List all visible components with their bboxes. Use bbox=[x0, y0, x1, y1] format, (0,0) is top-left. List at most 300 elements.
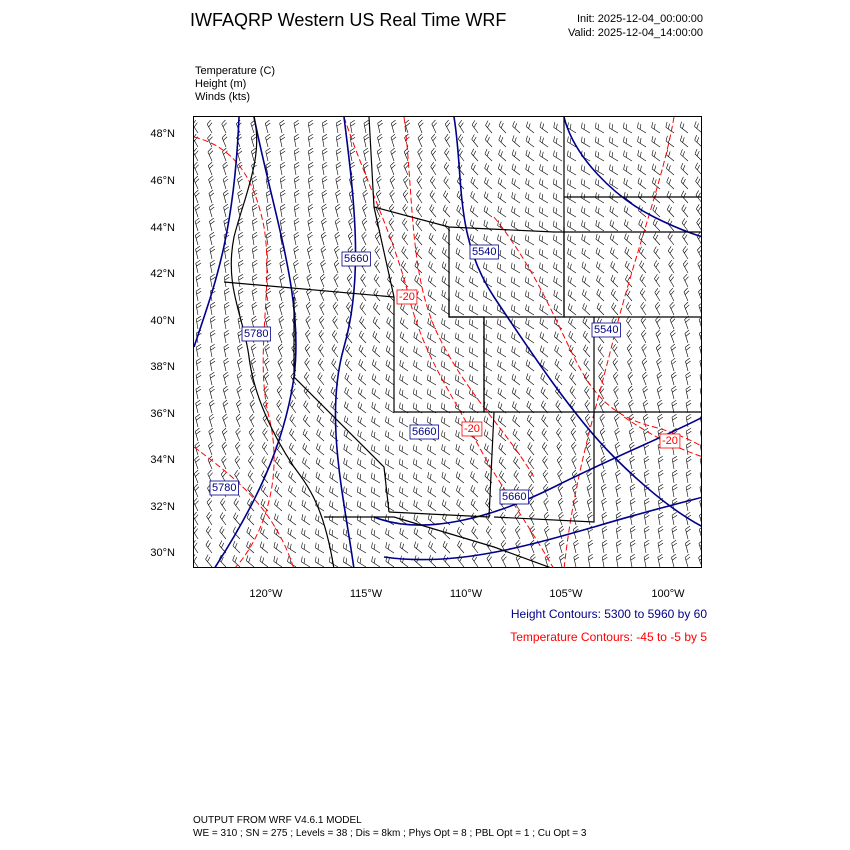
wind-barb bbox=[235, 414, 244, 427]
wind-barb bbox=[357, 388, 369, 399]
wind-barb bbox=[280, 190, 287, 203]
wind-barb bbox=[623, 233, 635, 245]
wind-barb bbox=[556, 442, 567, 455]
wind-barb bbox=[698, 316, 702, 329]
wind-barb bbox=[426, 458, 439, 469]
wind-barb bbox=[322, 162, 329, 175]
wind-barb bbox=[209, 372, 217, 385]
wind-barb bbox=[697, 274, 702, 287]
wind-barb bbox=[572, 484, 581, 497]
wind-barb bbox=[599, 400, 609, 413]
wind-barb bbox=[510, 178, 523, 189]
wind-barb bbox=[486, 554, 496, 567]
wind-barb bbox=[700, 456, 702, 469]
wind-barb bbox=[458, 120, 469, 133]
wind-barb bbox=[314, 514, 327, 525]
wind-barb bbox=[384, 388, 397, 399]
wind-barb bbox=[315, 458, 328, 469]
wind-barb bbox=[601, 470, 609, 483]
wind-barb bbox=[221, 442, 230, 455]
wind-barb bbox=[542, 470, 552, 483]
wind-barb bbox=[468, 444, 481, 455]
wind-barb bbox=[455, 205, 467, 217]
wind-barb bbox=[524, 178, 537, 189]
wind-barb bbox=[700, 386, 702, 399]
wind-barb bbox=[628, 400, 637, 413]
wind-barb bbox=[681, 218, 692, 231]
wind-barb bbox=[510, 263, 523, 273]
wind-barb bbox=[627, 372, 637, 385]
wind-barb bbox=[468, 333, 481, 343]
wind-barb bbox=[252, 218, 259, 231]
wind-barb bbox=[208, 414, 216, 427]
wind-barb bbox=[224, 316, 231, 329]
wind-barb bbox=[238, 232, 245, 245]
wind-barb bbox=[552, 248, 565, 259]
wind-barb bbox=[456, 177, 468, 189]
wind-barb bbox=[636, 122, 649, 133]
wind-barb bbox=[469, 485, 481, 497]
wind-barb bbox=[384, 542, 397, 553]
wind-barb bbox=[261, 428, 272, 441]
wind-barb bbox=[266, 218, 273, 231]
wind-barb bbox=[644, 540, 651, 553]
wind-barb bbox=[594, 220, 607, 231]
wind-barb bbox=[601, 498, 609, 511]
wind-barb bbox=[195, 414, 203, 427]
map-canvas bbox=[194, 117, 702, 568]
wind-barb bbox=[307, 218, 314, 231]
wind-barb bbox=[700, 400, 702, 413]
wind-barb bbox=[566, 234, 579, 245]
wind-barb bbox=[398, 542, 411, 553]
wind-barb bbox=[274, 457, 286, 469]
wind-barb bbox=[357, 373, 369, 385]
wind-barb bbox=[293, 246, 301, 259]
wind-barb bbox=[361, 232, 371, 245]
wind-barb bbox=[594, 165, 607, 175]
wind-barb bbox=[482, 305, 495, 315]
wind-barb bbox=[308, 190, 315, 203]
wind-barb bbox=[390, 148, 399, 161]
wind-barb bbox=[224, 330, 231, 343]
wind-barb bbox=[622, 206, 635, 217]
wind-barb bbox=[553, 345, 565, 357]
wind-barb bbox=[568, 359, 580, 371]
wind-barb bbox=[440, 290, 453, 301]
wind-barb bbox=[224, 246, 231, 259]
wind-barb bbox=[208, 428, 217, 441]
wind-barb bbox=[496, 333, 509, 343]
wind-barb bbox=[336, 134, 343, 147]
wind-barb bbox=[456, 163, 468, 175]
wind-barb bbox=[470, 149, 482, 161]
wind-barb bbox=[399, 556, 412, 567]
wind-barb bbox=[357, 359, 369, 371]
wind-barb bbox=[639, 274, 650, 287]
wind-barb bbox=[538, 207, 551, 217]
wind-barb bbox=[385, 346, 398, 357]
wind-barb bbox=[248, 442, 259, 455]
wind-barb bbox=[314, 543, 327, 553]
wind-barb bbox=[684, 302, 693, 315]
wind-barb bbox=[510, 192, 523, 203]
wind-barb bbox=[427, 261, 439, 273]
wind-barb bbox=[194, 540, 202, 553]
lat-label-44: 44°N bbox=[150, 222, 175, 234]
wind-barb bbox=[594, 206, 607, 217]
wind-barb bbox=[580, 193, 593, 203]
wind-barb bbox=[307, 232, 315, 245]
wind-barb bbox=[302, 401, 314, 413]
wind-barb bbox=[426, 444, 439, 455]
wind-barb bbox=[525, 387, 537, 399]
wind-barb bbox=[566, 207, 579, 217]
wind-barb bbox=[455, 485, 467, 497]
wind-barb bbox=[440, 276, 453, 287]
wind-barb bbox=[626, 344, 636, 357]
wind-barb bbox=[370, 542, 383, 553]
wind-barb bbox=[544, 540, 553, 553]
wind-barb bbox=[328, 472, 341, 483]
wind-barb bbox=[640, 330, 650, 343]
wind-barb bbox=[558, 512, 567, 525]
wind-barb bbox=[294, 162, 301, 175]
wind-barb bbox=[580, 123, 593, 133]
wind-barb bbox=[252, 232, 259, 245]
wind-barb bbox=[370, 402, 383, 413]
wind-barb bbox=[471, 120, 482, 133]
wind-barb bbox=[544, 526, 553, 539]
wind-barb bbox=[614, 428, 623, 441]
wind-barb bbox=[248, 428, 258, 441]
wind-barb bbox=[468, 319, 481, 329]
wind-barb bbox=[511, 415, 523, 427]
wind-barb bbox=[412, 389, 425, 399]
wind-barb bbox=[390, 162, 399, 175]
wind-barb bbox=[430, 162, 441, 175]
wind-barb bbox=[513, 470, 524, 483]
wind-barb bbox=[582, 345, 594, 357]
wind-barb bbox=[277, 358, 287, 371]
wind-barb bbox=[672, 512, 679, 525]
wind-barb bbox=[443, 177, 454, 189]
wind-barb bbox=[586, 456, 595, 469]
wind-barb bbox=[414, 233, 426, 245]
wind-barb bbox=[558, 498, 567, 511]
wind-barb bbox=[370, 430, 383, 441]
wind-barb bbox=[644, 456, 651, 469]
wind-barb bbox=[698, 540, 702, 553]
wind-barb bbox=[317, 344, 328, 357]
wind-barb bbox=[685, 540, 693, 553]
wind-barb bbox=[496, 277, 509, 287]
wind-barb bbox=[468, 402, 481, 413]
wind-barb bbox=[608, 151, 621, 161]
wind-barb bbox=[616, 554, 623, 567]
wind-barb bbox=[385, 303, 397, 315]
wind-barb bbox=[235, 428, 245, 441]
wind-barb bbox=[274, 471, 286, 483]
wind-barb bbox=[293, 274, 301, 287]
wind-barb bbox=[440, 318, 453, 329]
wind-barb bbox=[374, 232, 384, 245]
wind-barb bbox=[322, 176, 329, 189]
wind-barb bbox=[543, 512, 552, 525]
wind-barb bbox=[641, 358, 650, 371]
wind-barb bbox=[265, 134, 273, 147]
wind-barb bbox=[496, 263, 509, 273]
wind-barb bbox=[683, 274, 693, 287]
wind-barb bbox=[469, 191, 481, 203]
wind-barb bbox=[694, 177, 702, 189]
wind-barb bbox=[666, 205, 678, 217]
wind-barb bbox=[376, 162, 385, 175]
wind-barb bbox=[539, 346, 551, 357]
wind-barb bbox=[266, 204, 273, 217]
wind-barb bbox=[580, 206, 593, 217]
wind-barb bbox=[455, 499, 467, 511]
wind-barb bbox=[308, 120, 315, 133]
wind-barb bbox=[356, 458, 369, 469]
wind-barb bbox=[669, 302, 679, 315]
wind-barb bbox=[224, 260, 231, 273]
wind-barb bbox=[276, 400, 287, 413]
wind-barb bbox=[442, 541, 454, 553]
wind-barb bbox=[194, 512, 202, 525]
height-contour-label: 5660 bbox=[412, 426, 437, 438]
wind-barb bbox=[468, 361, 481, 371]
wind-barb bbox=[398, 388, 411, 399]
wind-barb bbox=[700, 414, 702, 427]
wind-barb bbox=[317, 373, 328, 385]
wind-barb bbox=[427, 247, 439, 259]
wind-barb bbox=[527, 470, 538, 483]
wind-barb bbox=[440, 304, 453, 315]
wind-barb bbox=[670, 330, 679, 343]
wind-barb bbox=[642, 386, 651, 399]
wind-barb bbox=[672, 414, 679, 427]
wind-barb bbox=[538, 150, 551, 161]
wind-barb bbox=[538, 164, 551, 175]
wind-barb bbox=[331, 344, 342, 357]
wind-barb bbox=[679, 149, 691, 161]
wind-barb bbox=[430, 148, 440, 161]
wind-barb bbox=[657, 554, 665, 567]
wind-barb bbox=[671, 372, 679, 385]
height-contour-label: 5660 bbox=[344, 253, 369, 265]
wind-barb bbox=[470, 499, 482, 511]
wind-barb bbox=[496, 360, 509, 371]
wind-barb bbox=[510, 235, 523, 245]
wind-barb bbox=[552, 165, 565, 175]
wind-barb bbox=[594, 151, 607, 161]
wind-barb bbox=[384, 445, 397, 455]
init-time: Init: 2025-12-04_00:00:00 bbox=[577, 13, 703, 25]
wind-barb bbox=[441, 500, 453, 511]
wind-barb bbox=[206, 498, 216, 511]
wind-barb bbox=[554, 401, 565, 413]
wind-barb bbox=[194, 498, 202, 511]
wind-barb bbox=[497, 135, 509, 147]
wind-barb bbox=[671, 540, 679, 553]
wind-barb bbox=[236, 386, 245, 399]
wind-barb bbox=[259, 527, 271, 539]
wind-barb bbox=[247, 456, 258, 469]
wind-barb bbox=[625, 316, 636, 329]
wind-barb bbox=[195, 428, 203, 441]
wind-barb bbox=[207, 162, 216, 175]
wind-barb bbox=[599, 414, 609, 427]
wind-barb bbox=[209, 246, 216, 259]
wind-barb bbox=[658, 484, 665, 497]
wind-barb bbox=[263, 372, 272, 385]
wind-barb bbox=[194, 456, 203, 469]
wind-barb bbox=[672, 470, 679, 483]
wind-barb bbox=[497, 149, 509, 161]
wind-barb bbox=[384, 487, 397, 497]
wind-barb bbox=[209, 218, 217, 231]
wind-barb bbox=[356, 430, 369, 441]
wind-barb bbox=[644, 512, 651, 525]
wind-barb bbox=[683, 288, 692, 301]
wind-barb bbox=[608, 137, 621, 147]
wind-barb bbox=[496, 234, 509, 245]
wind-barb bbox=[553, 331, 565, 343]
wind-barb bbox=[524, 318, 537, 329]
wind-barb bbox=[194, 204, 203, 217]
wind-barb bbox=[333, 274, 343, 287]
wind-barb bbox=[356, 501, 369, 511]
wind-barb bbox=[510, 305, 523, 315]
wind-barb bbox=[279, 260, 286, 273]
wind-barb bbox=[416, 176, 426, 189]
wind-barb bbox=[540, 401, 552, 413]
wind-barb bbox=[238, 246, 245, 259]
wind-barb bbox=[356, 529, 369, 539]
wind-barb bbox=[455, 234, 467, 245]
wind-barb bbox=[441, 247, 453, 259]
wind-barb bbox=[342, 487, 355, 497]
wind-barb bbox=[595, 275, 607, 287]
wind-barb bbox=[665, 177, 677, 189]
wind-barb bbox=[294, 176, 301, 189]
wind-barb bbox=[538, 136, 551, 147]
wind-barb bbox=[300, 528, 313, 539]
wind-barb bbox=[288, 443, 300, 455]
wind-barb bbox=[636, 178, 649, 189]
wind-barb bbox=[511, 388, 523, 399]
wind-barb bbox=[415, 204, 426, 217]
wind-barb bbox=[293, 260, 301, 273]
wind-barb bbox=[684, 330, 692, 343]
wind-barb bbox=[209, 400, 217, 413]
wind-barb bbox=[581, 289, 593, 301]
wind-barb bbox=[541, 428, 552, 441]
wind-barb bbox=[308, 204, 315, 217]
wind-barb bbox=[610, 289, 622, 301]
wind-barb bbox=[334, 232, 343, 245]
wind-barb bbox=[440, 444, 453, 455]
wind-barb bbox=[538, 221, 551, 231]
wind-barb bbox=[653, 274, 664, 287]
wind-barb bbox=[468, 276, 481, 287]
wind-barb bbox=[314, 472, 327, 483]
wind-barb bbox=[440, 347, 453, 357]
wind-barb bbox=[223, 190, 231, 203]
wind-barb bbox=[629, 456, 637, 469]
wind-barb bbox=[510, 374, 523, 385]
wind-barb bbox=[321, 190, 328, 203]
wind-barb bbox=[373, 260, 384, 273]
wind-barb bbox=[375, 190, 384, 203]
wind-barb bbox=[510, 164, 523, 175]
wind-barb bbox=[639, 288, 650, 301]
wind-barb bbox=[657, 414, 665, 427]
wind-barb bbox=[626, 330, 637, 343]
wind-barb bbox=[371, 331, 383, 343]
wind-barb bbox=[524, 221, 537, 231]
wind-barb bbox=[611, 344, 622, 357]
wind-barb bbox=[195, 386, 202, 399]
wind-barb bbox=[468, 347, 481, 357]
wind-barb bbox=[566, 221, 579, 231]
wind-barb bbox=[667, 246, 678, 259]
wind-barb bbox=[655, 344, 664, 357]
wind-barb bbox=[694, 149, 702, 161]
wind-barb bbox=[321, 204, 329, 217]
wind-barb bbox=[245, 556, 257, 567]
wind-barb bbox=[526, 429, 538, 441]
wind-barb bbox=[540, 415, 552, 427]
wind-barb bbox=[403, 162, 413, 175]
wind-barb bbox=[273, 499, 285, 511]
wind-barb bbox=[261, 442, 272, 455]
wind-barb bbox=[196, 344, 203, 357]
wind-barb bbox=[210, 344, 217, 357]
wind-barb bbox=[320, 246, 328, 259]
wind-barb bbox=[541, 442, 552, 455]
wind-barb bbox=[555, 414, 566, 427]
height-contour-label: 5540 bbox=[472, 246, 497, 258]
wind-barb bbox=[336, 148, 343, 161]
wind-barb bbox=[221, 456, 231, 469]
wind-barb bbox=[294, 148, 301, 161]
wind-barb bbox=[637, 219, 649, 231]
wind-barb bbox=[328, 557, 341, 567]
wind-barb bbox=[343, 401, 355, 413]
wind-barb bbox=[428, 219, 440, 231]
wind-barb bbox=[194, 470, 203, 483]
wind-barb bbox=[412, 445, 425, 455]
wind-barb bbox=[384, 416, 397, 427]
wind-barb bbox=[693, 135, 702, 147]
wind-barb bbox=[319, 302, 329, 315]
wind-barb bbox=[700, 470, 702, 483]
wind-barb bbox=[580, 248, 593, 259]
wind-barb bbox=[194, 176, 203, 189]
wind-barb bbox=[668, 260, 679, 273]
wind-barb bbox=[194, 162, 203, 175]
wind-barb bbox=[348, 204, 356, 217]
wind-barb bbox=[412, 346, 425, 357]
wind-barb bbox=[570, 428, 580, 441]
lat-label-36: 36°N bbox=[150, 408, 175, 420]
wind-barb bbox=[469, 177, 481, 189]
wind-barb bbox=[218, 527, 229, 539]
wind-barb bbox=[572, 512, 580, 525]
wind-barb bbox=[426, 318, 439, 329]
